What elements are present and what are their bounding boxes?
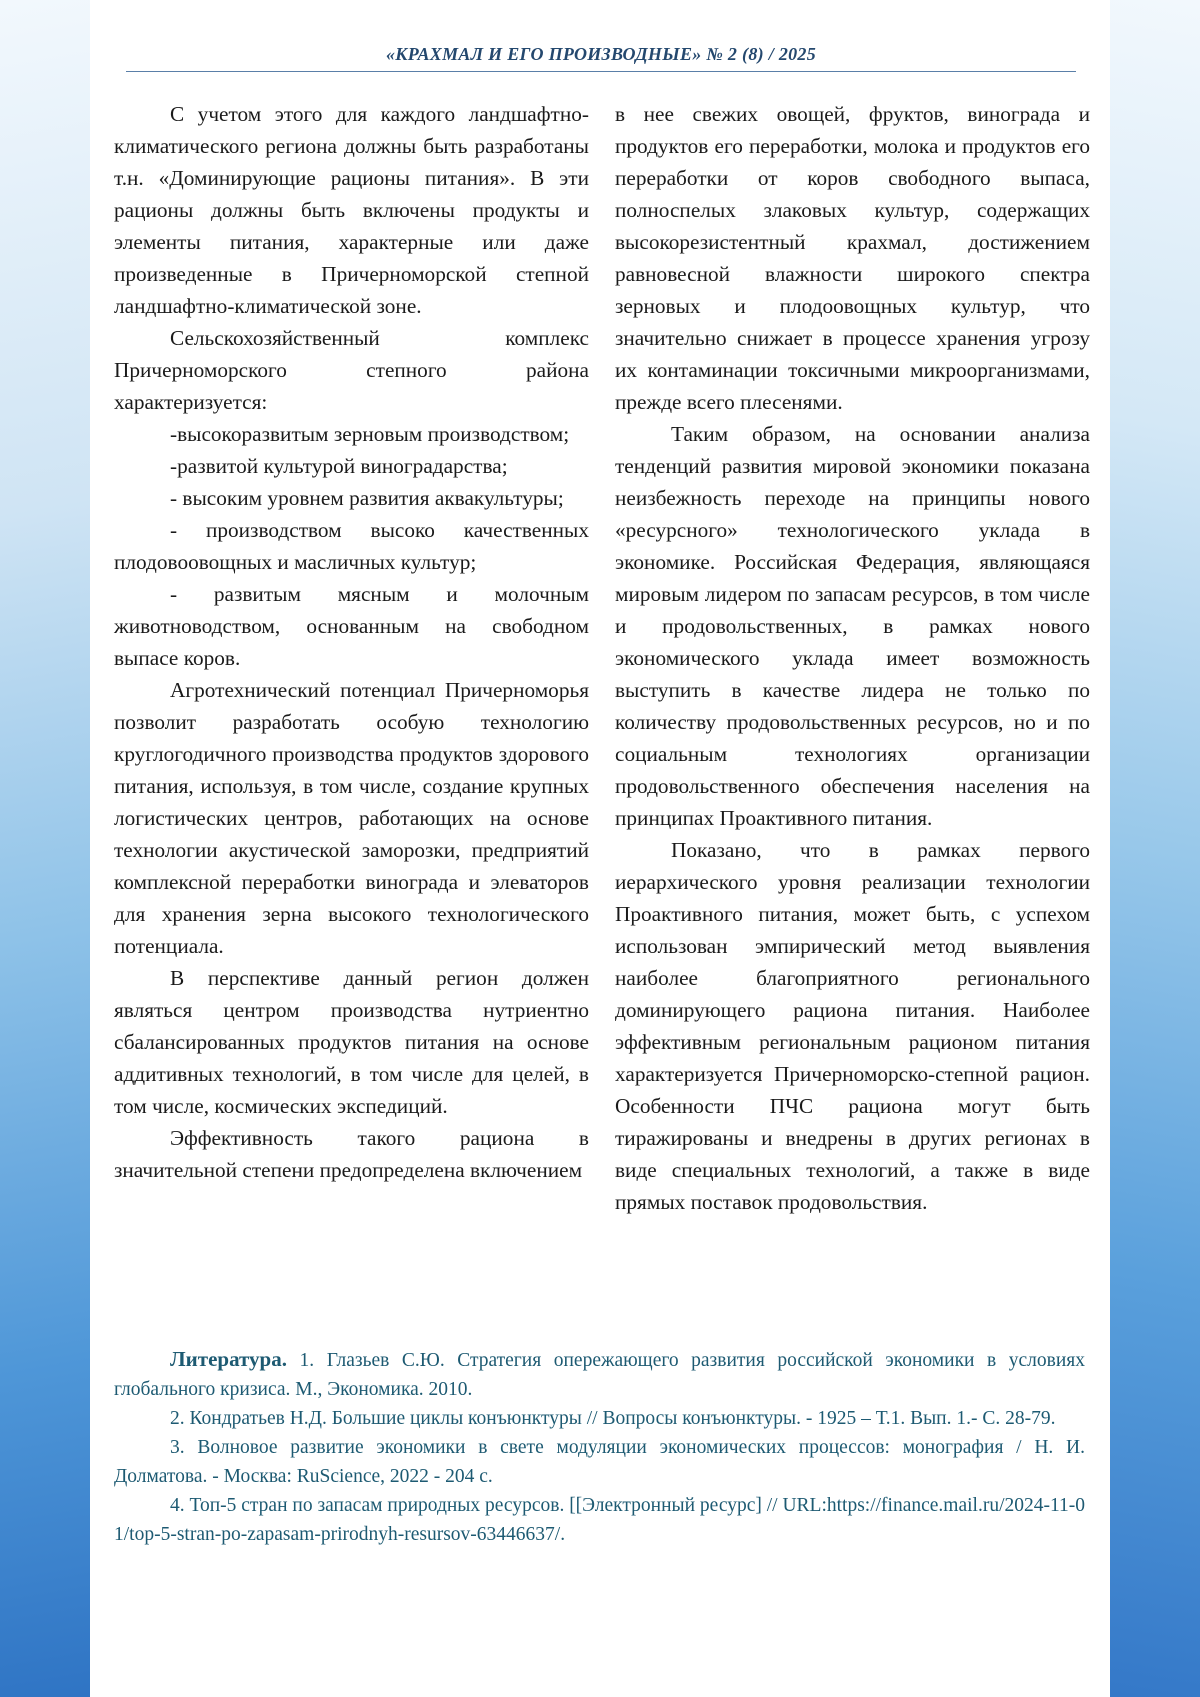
reference-text: 1. Глазьев С.Ю. Стратегия опережающего развития российской экономики в условиях глобального кризиса. М., Экономика. 2010. xyxy=(114,1350,1086,1400)
list-item: - развитым мясным и молочным животноводством, основанным на свободном выпасе коров. xyxy=(114,582,589,670)
list-item: - производством высоко качественных плодовоовощных и масличных культур; xyxy=(114,518,589,574)
list-item: -высокоразвитым зерновым производством; xyxy=(170,422,570,446)
left-column xyxy=(114,98,589,1186)
reference-item: 4. Топ-5 стран по запасам природных ресурсов. [[Электронный ресурс] // URL:https://finance.mail.ru/2024-11-01/top-5-stran-po-zapasam-prirodnyh-resursov-63446637/. xyxy=(114,1495,1086,1545)
paragraph: С учетом этого для каждого ландшафтно-климатического региона должны быть разработаны т.н. «Доминирующие рационы питания». В эти рационы должны быть включены продукты и элементы питания, характерные или даже произведенные в Причерноморской степной ландшафтно-климатической зоне. xyxy=(114,102,589,318)
paragraph: Сельскохозяйственный комплекс Причерноморского степного района характеризуется: xyxy=(114,326,589,414)
paragraph: Агротехнический потенциал Причерноморья позволит разработать особую технологию круглогодичного производства продуктов здорового питания, используя, в том числе, создание крупных логистических центров, работающих на основе технологии акустической заморозки, предприятий комплексной переработки винограда и элеваторов для хранения зерна высокого технологического потенциала. xyxy=(114,678,589,958)
references-section xyxy=(114,1345,1085,1549)
right-decorative-margin xyxy=(1110,0,1200,1697)
reference-item: 2. Кондратьев Н.Д. Большие циклы конъюнктуры // Вопросы конъюнктуры. - 1925 – Т.1. Вып. 1.- С. 28-79. xyxy=(170,1408,1056,1429)
right-column xyxy=(615,98,1090,1218)
left-decorative-margin xyxy=(0,0,90,1697)
paragraph: Эффективность такого рациона в значительной степени предопределена включением xyxy=(114,1126,589,1182)
paragraph: Таким образом, на основании анализа тенденций развития мировой экономики показана неизбежность переходе на принципы нового «ресурсного» технологического уклада в экономике. Российская Федерация, являющаяся мировым лидером по запасам ресурсов, в том числе и продовольственных, в рамках нового экономического уклада имеет возможность выступить в качестве лидера не только по количеству продовольственных ресурсов, но и по социальным технологиях организации продовольственного обеспечения населения на принципах Проактивного питания. xyxy=(615,422,1090,830)
list-item: - высоким уровнем развития аквакультуры; xyxy=(170,486,564,510)
paragraph: Показано, что в рамках первого иерархического уровня реализации технологии Проактивного питания, может быть, с успехом использован эмпирический метод выявления наиболее благоприятного регионального доминирующего рациона питания. Наиболее эффективным региональным рационом питания характеризуется Причерноморско-степной рацион. Особенности ПЧС рациона могут быть тиражированы и внедрены в других регионах в виде специальных технологий, а также в виде прямых поставок продовольствия. xyxy=(615,838,1090,1214)
paragraph: в нее свежих овощей, фруктов, винограда и продуктов его переработки, молока и продуктов его переработки от коров свободного выпаса, полноспелых злаковых культур, содержащих высокорезистентный крахмал, достижением равновесной влажности широкого спектра зерновых и плодоовощных культур, что значительно снижает в процессе хранения угрозу их контаминации токсичными микроорганизмами, прежде всего плесенями. xyxy=(615,102,1090,414)
header-rule xyxy=(126,71,1076,72)
reference-item: 3. Волновое развитие экономики в свете модуляции экономических процессов: монография / Н. И. Долматова. - Москва: RuScience, 2022 - 204 с. xyxy=(114,1437,1085,1487)
paragraph: В перспективе данный регион должен являться центром производства нутриентно сбалансированных продуктов питания на основе аддитивных технологий, в том числе для целей, в том числе, космических экспедиций. xyxy=(114,966,589,1118)
references-heading: Литература. xyxy=(170,1347,287,1371)
running-header: «КРАХМАЛ И ЕГО ПРОИЗВОДНЫЕ» № 2 (8) / 2025 xyxy=(385,44,817,64)
reference-item xyxy=(114,1345,1085,1404)
list-item: -развитой культурой виноградарства; xyxy=(170,454,508,478)
journal-page xyxy=(90,0,1110,1697)
